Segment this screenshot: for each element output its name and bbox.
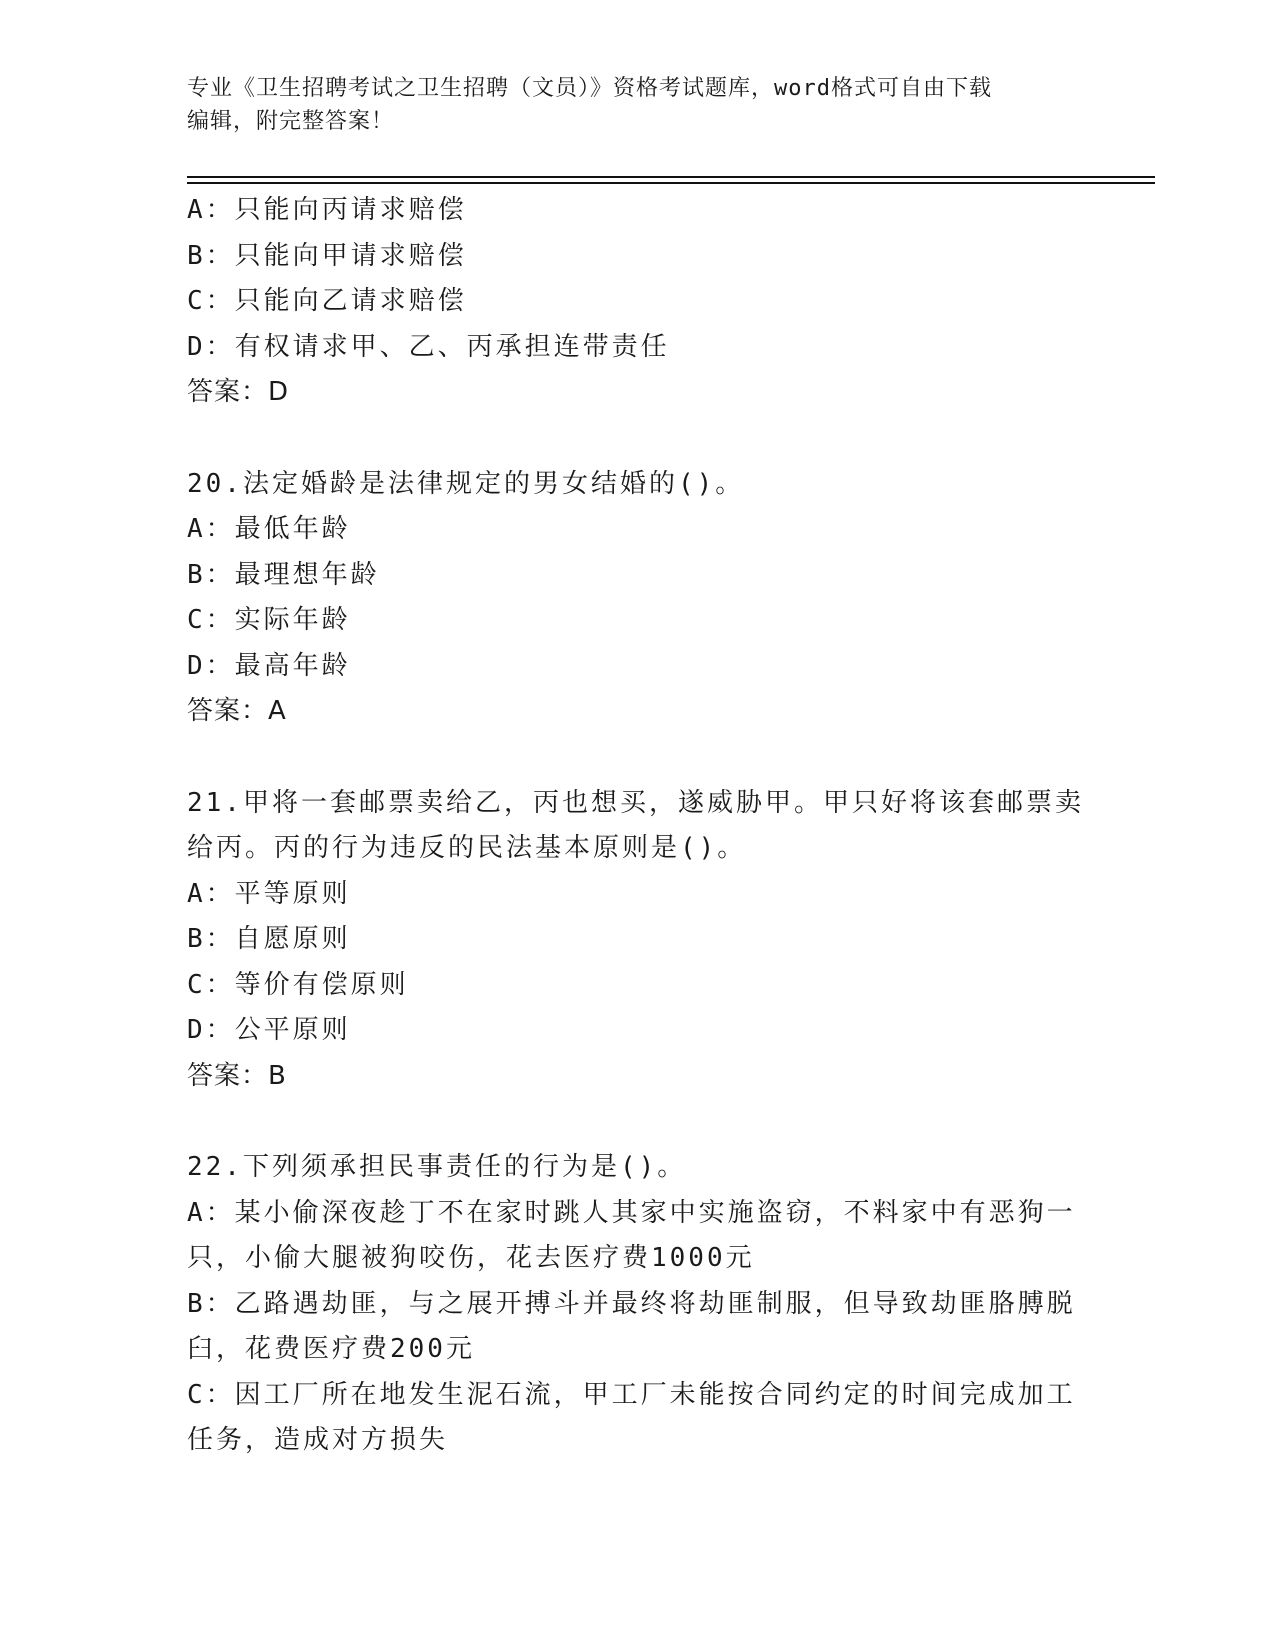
option-c-line-1: C：因工厂所在地发生泥石流，甲工厂未能按合同约定的时间完成加工 <box>187 1379 1076 1410</box>
header-divider-bottom <box>187 182 1155 184</box>
question-stem-line-2: 给丙。丙的行为违反的民法基本原则是()。 <box>187 833 747 863</box>
spacer <box>187 1099 1087 1145</box>
option-d: D：有权请求甲、乙、丙承担连带责任 <box>187 331 670 362</box>
question-stem: 22.下列须承担民事责任的行为是()。 <box>187 1152 687 1182</box>
header-divider-top <box>187 176 1155 178</box>
option-b: B：最理想年龄 <box>187 559 380 590</box>
answer: 答案：A <box>187 696 287 726</box>
spacer <box>187 416 1087 462</box>
option-a: A：只能向丙请求赔偿 <box>187 195 467 225</box>
option-a-line-2: 只，小偷大腿被狗咬伤，花去医疗费1000元 <box>187 1243 755 1273</box>
option-b-line-2: 臼，花费医疗费200元 <box>187 1334 475 1364</box>
option-c-line-2: 任务，造成对方损失 <box>187 1425 449 1455</box>
question-list <box>187 188 1087 1464</box>
option-c: C：实际年龄 <box>187 605 351 635</box>
option-a-line-1: A：某小偷深夜趁丁不在家时跳人其家中实施盗窃，不料家中有恶狗一 <box>187 1197 1076 1228</box>
option-a: A：平等原则 <box>187 878 351 909</box>
question-20 <box>187 462 1087 735</box>
spacer <box>187 735 1087 781</box>
answer: 答案：D <box>187 377 290 407</box>
question-21 <box>187 781 1087 1100</box>
option-d: D：公平原则 <box>187 1015 351 1045</box>
question-stem-line-1: 21.甲将一套邮票卖给乙，丙也想买，遂威胁甲。甲只好将该套邮票卖 <box>187 787 1084 818</box>
option-b: B：自愿原则 <box>187 924 351 954</box>
option-c: C：等价有偿原则 <box>187 969 409 1000</box>
question-19 <box>187 188 1087 416</box>
header-line-2: 编辑，附完整答案！ <box>187 109 395 134</box>
option-c: C：只能向乙请求赔偿 <box>187 286 467 316</box>
option-a: A：最低年龄 <box>187 514 351 544</box>
option-d: D：最高年龄 <box>187 650 351 681</box>
document-header <box>187 72 1067 138</box>
option-b: B：只能向甲请求赔偿 <box>187 240 467 271</box>
question-22 <box>187 1145 1087 1464</box>
answer: 答案：B <box>187 1060 287 1091</box>
question-stem: 20.法定婚龄是法律规定的男女结婚的()。 <box>187 468 745 499</box>
option-b-line-1: B：乙路遇劫匪，与之展开搏斗并最终将劫匪制服，但导致劫匪胳膊脱 <box>187 1288 1076 1319</box>
header-line-1: 专业《卫生招聘考试之卫生招聘（文员）》资格考试题库，word格式可自由下载 <box>187 76 992 101</box>
